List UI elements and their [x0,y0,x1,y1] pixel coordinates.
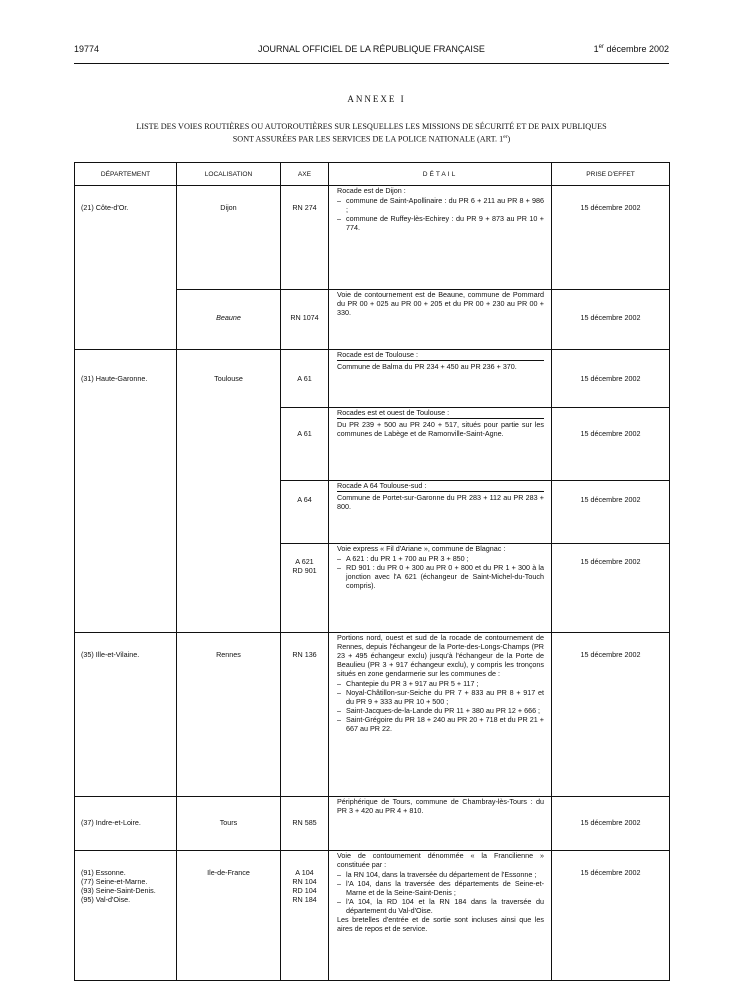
axe-line: RN 184 [292,895,317,904]
date-cell: 15 décembre 2002 [552,633,670,797]
detail-item: – Noyal-Châtillon-sur-Seiche du PR 7 + 833 au PR 8 + 917 et du PR 9 + 333 au PR 10 + 500 ; [337,688,544,706]
table-row [75,851,670,981]
list-title-end: ) [507,134,511,144]
detail-heading: Périphérique de Tours, commune de Chambray-lès-Tours : du PR 3 + 420 au PR 4 + 810. [337,797,544,815]
departement-cell: (37) Indre-et-Loire. [75,797,177,851]
detail-item: – commune de Saint-Apollinaire : du PR 6 + 211 au PR 8 + 986 ; [337,196,544,214]
detail-list [337,679,544,733]
localisation-cell: Toulouse [177,350,281,633]
list-title-sup: er [503,134,508,140]
detail-item: – l'A 104, dans la traversée des départements de Seine-et-Marne et de la Seine-Saint-Denis ; [337,879,544,897]
detail-list [337,554,544,590]
detail-cell [329,350,552,408]
col-header-prise-effet: PRISE D'EFFET [552,163,670,186]
localisation-cell: Dijon [177,186,281,290]
detail-text: Commune de Balma du PR 234 + 450 au PR 236 + 370. [337,360,544,371]
detail-item: – Saint-Grégoire du PR 18 + 240 au PR 20 + 718 et du PR 21 + 667 au PR 22. [337,715,544,733]
detail-list [337,196,544,232]
detail-cell [329,186,552,290]
list-title-line2-text: SONT ASSURÉES PAR LES SERVICES DE LA POLICE NATIONALE (ART. 1 [232,134,504,144]
axe-cell [281,544,329,633]
axe-cell [281,851,329,981]
table-row [75,186,670,290]
journal-title: JOURNAL OFFICIEL DE LA RÉPUBLIQUE FRANÇAISE [258,44,485,54]
departement-cell: (35) Ille-et-Vilaine. [75,633,177,797]
date-cell: 15 décembre 2002 [552,481,670,544]
detail-text: Commune de Portet-sur-Garonne du PR 283 + 112 au PR 283 + 800. [337,493,544,511]
axe-line: A 621 [295,557,314,566]
detail-item: – l'A 104, la RD 104 et la RN 184 dans la traversée du département du Val-d'Oise. [337,897,544,915]
list-title [74,121,669,145]
localisation-cell: Ile-de-France [177,851,281,981]
date-cell: 15 décembre 2002 [552,290,670,350]
date-cell: 15 décembre 2002 [552,408,670,481]
detail-heading: Rocade est de Toulouse : [337,350,418,359]
date-cell: 15 décembre 2002 [552,350,670,408]
detail-heading: Voie de contournement est de Beaune, commune de Pommard du PR 00 + 025 au PR 00 + 205 et du PR 00 + 230 au PR 00 + 330. [337,290,544,317]
list-title-line2 [74,132,669,145]
detail-item: – A 621 : du PR 1 + 700 au PR 3 + 850 ; [337,554,544,563]
detail-item: – RD 901 : du PR 0 + 300 au PR 0 + 800 et du PR 1 + 300 à la jonction avec l'A 621 (échangeur de Saint-Michel-du-Touch compris). [337,563,544,590]
departement-line: (77) Seine-et-Marne. [81,877,148,886]
detail-heading: Rocades est et ouest de Toulouse : [337,408,450,417]
detail-cell [329,633,552,797]
header-rule [74,63,669,64]
axe-line: A 104 [295,868,314,877]
col-header-departement: DÉPARTEMENT [75,163,177,186]
detail-cell [329,481,552,544]
table-row [75,350,670,408]
departement-cell: (31) Haute-Garonne. [75,350,177,633]
detail-cell [329,408,552,481]
localisation-cell: Beaune [177,290,281,350]
axe-cell: RN 585 [281,797,329,851]
detail-list [337,870,544,915]
localisation-cell: Tours [177,797,281,851]
detail-cell [329,851,552,981]
col-header-detail: DÉTAIL [329,163,552,186]
date-cell: 15 décembre 2002 [552,186,670,290]
detail-cell [329,290,552,350]
col-header-localisation: LOCALISATION [177,163,281,186]
page-number: 19774 [74,44,100,54]
axe-cell: RN 274 [281,186,329,290]
axe-line: RD 901 [292,566,317,575]
detail-heading: Rocade est de Dijon : [337,186,406,195]
detail-item: – Chantepie du PR 3 + 917 au PR 5 + 117 ; [337,679,544,688]
table-row [75,633,670,797]
axe-line: RD 104 [292,886,317,895]
localisation-cell: Rennes [177,633,281,797]
issue-date-rest: décembre 2002 [603,44,669,54]
list-title-line1: LISTE DES VOIES ROUTIÈRES OU AUTOROUTIÈRES SUR LESQUELLES LES MISSIONS DE SÉCURITÉ ET DE PAIX PUBLIQUES [136,122,607,131]
detail-tail: Les bretelles d'entrée et de sortie sont incluses ainsi que les aires de repos et de service. [337,915,544,933]
axe-cell: RN 136 [281,633,329,797]
departement-cell [75,851,177,981]
annexe-title: ANNEXE I [347,94,406,104]
table-header-row [75,163,670,186]
axe-cell: A 61 [281,408,329,481]
detail-heading: Voie express « Fil d'Ariane », commune de Blagnac : [337,544,506,553]
routes-table [74,162,670,981]
detail-text: Du PR 239 + 500 au PR 240 + 517, situés pour partie sur les communes de Labège et de Ramonville-Saint-Agne. [337,420,544,438]
issue-date [594,44,669,54]
detail-item: – commune de Ruffey-lès-Echirey : du PR 9 + 873 au PR 10 + 774. [337,214,544,232]
issue-date-day: 1er [593,44,604,54]
departement-line: (91) Essonne. [81,868,126,877]
departement-cell: (21) Côte-d'Or. [75,186,177,350]
table-row [75,797,670,851]
axe-cell: A 64 [281,481,329,544]
detail-item: – Saint-Jacques-de-la-Lande du PR 11 + 380 au PR 12 + 666 ; [337,706,544,715]
date-cell: 15 décembre 2002 [552,851,670,981]
axe-cell: A 61 [281,350,329,408]
axe-line: RN 104 [292,877,317,886]
detail-heading: Voie de contournement dénommée « la Francilienne » constituée par : [337,851,544,869]
detail-cell [329,797,552,851]
departement-line: (95) Val-d'Oise. [81,895,131,904]
detail-item: – la RN 104, dans la traversée du département de l'Essonne ; [337,870,544,879]
page-header [74,44,669,58]
detail-heading: Portions nord, ouest et sud de la rocade de contournement de Rennes, depuis l'échangeur de la Porte-des-Longs-Champs (PR 23 + 495 échangeur exclu) jusqu'à l'échangeur de la Porte de Beaulieu (PR 3 + 917 échangeur exclu), y compris les tronçons situés en zone gendarmerie sur les communes de : [337,633,544,678]
date-cell: 15 décembre 2002 [552,544,670,633]
detail-cell [329,544,552,633]
axe-cell: RN 1074 [281,290,329,350]
date-cell: 15 décembre 2002 [552,797,670,851]
col-header-axe: AXE [281,163,329,186]
departement-line: (93) Seine-Saint-Denis. [81,886,156,895]
detail-heading: Rocade A 64 Toulouse-sud : [337,481,427,490]
